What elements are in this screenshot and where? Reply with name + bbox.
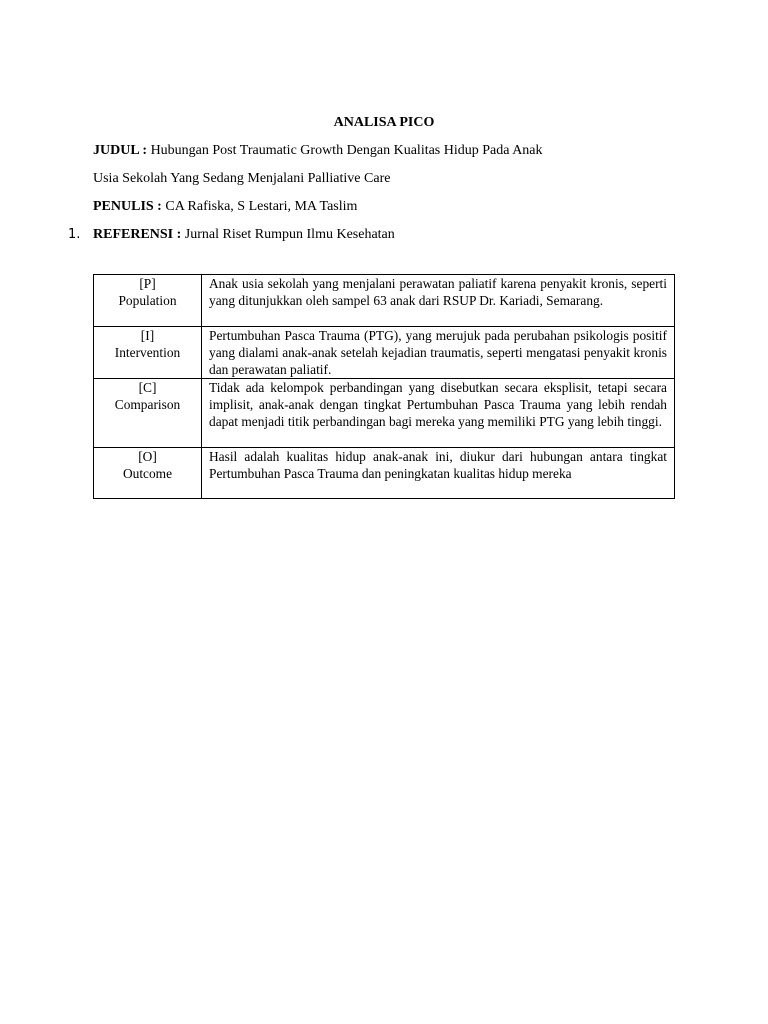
judul-text: Hubungan Post Traumatic Growth Dengan Kualitas Hidup Pada Anak bbox=[150, 143, 543, 158]
document-title: ANALISA PICO bbox=[333, 115, 435, 130]
judul-continuation: Usia Sekolah Yang Sedang Menjalani Palliative Care bbox=[93, 171, 391, 186]
penulis-text: CA Rafiska, S Lestari, MA Taslim bbox=[165, 199, 358, 214]
pico-name: Population bbox=[118, 293, 177, 308]
referensi-label: REFERENSI : bbox=[93, 227, 182, 242]
pico-label-cell bbox=[94, 275, 202, 327]
pico-code: [I] bbox=[140, 328, 155, 343]
table-row bbox=[94, 379, 675, 448]
table-row bbox=[94, 448, 675, 499]
penulis-line bbox=[93, 199, 357, 215]
pico-description: Hasil adalah kualitas hidup anak-anak ini, diukur dari hubungan antara tingkat Pertumbuhan Pasca Trauma dan peningkatan kualitas hidup mereka bbox=[202, 448, 675, 499]
judul-label: JUDUL : bbox=[93, 143, 148, 158]
referensi-text: Jurnal Riset Rumpun Ilmu Kesehatan bbox=[184, 227, 395, 242]
judul-line bbox=[93, 143, 543, 159]
pico-code: [O] bbox=[138, 449, 157, 464]
list-number: 1. bbox=[68, 227, 81, 242]
pico-label-cell bbox=[94, 327, 202, 379]
pico-label-cell bbox=[94, 448, 202, 499]
pico-name: Outcome bbox=[122, 466, 173, 481]
table-row bbox=[94, 275, 675, 327]
pico-code: [C] bbox=[138, 380, 157, 395]
penulis-label: PENULIS : bbox=[93, 199, 162, 214]
pico-label-cell bbox=[94, 379, 202, 448]
table-row bbox=[94, 327, 675, 379]
pico-description: Pertumbuhan Pasca Trauma (PTG), yang merujuk pada perubahan psikologis positif yang dialami anak-anak setelah kejadian traumatis, seperti mengatasi penyakit kronis dan perawatan paliatif. bbox=[202, 327, 675, 379]
pico-code: [P] bbox=[139, 276, 156, 291]
pico-description: Anak usia sekolah yang menjalani perawatan paliatif karena penyakit kronis, seperti yang ditunjukkan oleh sampel 63 anak dari RSUP Dr. Kariadi, Semarang. bbox=[202, 275, 675, 327]
pico-name: Comparison bbox=[114, 397, 181, 412]
pico-description: Tidak ada kelompok perbandingan yang disebutkan secara eksplisit, tetapi secara implisit, anak-anak dengan tingkat Pertumbuhan Pasca Trauma yang lebih rendah dapat menjadi titik perbandingan bagi mereka yang memiliki PTG yang lebih tinggi. bbox=[202, 379, 675, 448]
pico-name: Intervention bbox=[114, 345, 181, 360]
referensi-line bbox=[93, 227, 395, 243]
pico-table bbox=[93, 274, 675, 499]
